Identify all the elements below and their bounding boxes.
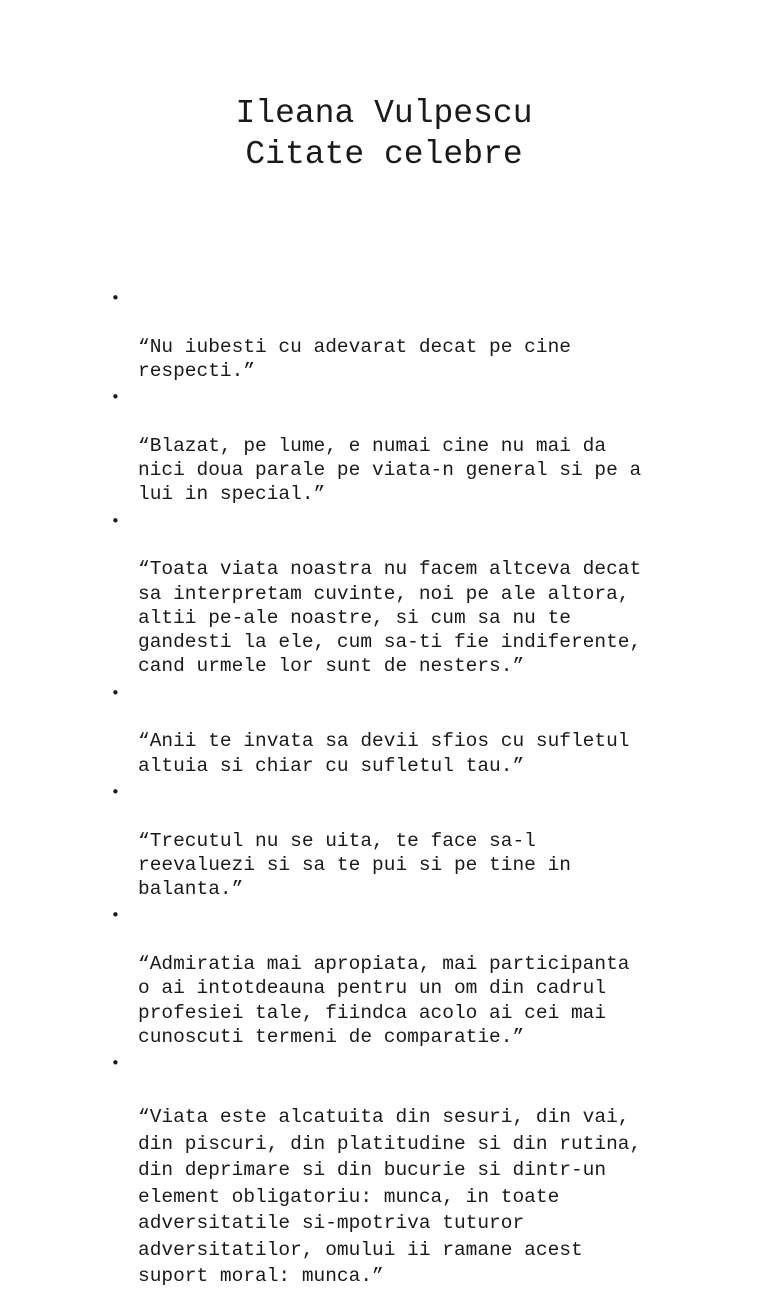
- list-item: [111, 1051, 698, 1290]
- bullet-icon: •: [111, 906, 120, 925]
- bullet-icon: •: [111, 683, 120, 702]
- list-item: [111, 903, 698, 1049]
- list-item: [111, 385, 698, 506]
- bullet-icon: •: [111, 388, 120, 407]
- quote-list: [111, 286, 698, 1292]
- list-item: [111, 509, 698, 679]
- list-item: [111, 780, 698, 901]
- list-item: [111, 681, 698, 778]
- bullet-icon: •: [111, 289, 120, 307]
- document-title: [0, 93, 768, 175]
- quote-text: “Admiratia mai apropiata, mai participanta o ai intotdeauna pentru un om din cadrul profesiei tale, fiindca acolo ai cei mai cunoscuti termeni de comparatie.”: [138, 953, 630, 1048]
- quote-text: “Toata viata noastra nu facem altceva decat sa interpretam cuvinte, noi pe ale altora, altii pe-ale noastre, si cum sa nu te gandesti la ele, cum sa-ti fie indiferente, cand urmele lor sunt de nesters.”: [138, 558, 642, 678]
- bullet-icon: •: [111, 1054, 120, 1073]
- list-item: [111, 286, 698, 383]
- quote-text: “Anii te invata sa devii sfios cu sufletul altuia si chiar cu sufletul tau.”: [138, 730, 630, 777]
- author-name: Ileana Vulpescu: [235, 95, 533, 132]
- bullet-icon: •: [111, 782, 120, 801]
- quote-text: “Nu iubesti cu adevarat decat pe cine respecti.”: [138, 335, 571, 382]
- quote-text: “Trecutul nu se uita, te face sa-l reevaluezi si sa te pui si pe tine in balanta.”: [138, 829, 571, 901]
- quote-text: “Blazat, pe lume, e numai cine nu mai da nici doua parale pe viata-n general si pe a lui in special.”: [138, 434, 642, 506]
- title-subheading: Citate celebre: [245, 136, 523, 173]
- bullet-icon: •: [111, 511, 120, 530]
- quote-text: “Viata este alcatuita din sesuri, din vai, din piscuri, din platitudine si din rutina, din deprimare si din bucurie si dintr-un element obligatoriu: munca, in toate adversitatile si-mpotriva tuturor adversitatilor, omului ii ramane acest suport moral: munca.”: [138, 1106, 642, 1288]
